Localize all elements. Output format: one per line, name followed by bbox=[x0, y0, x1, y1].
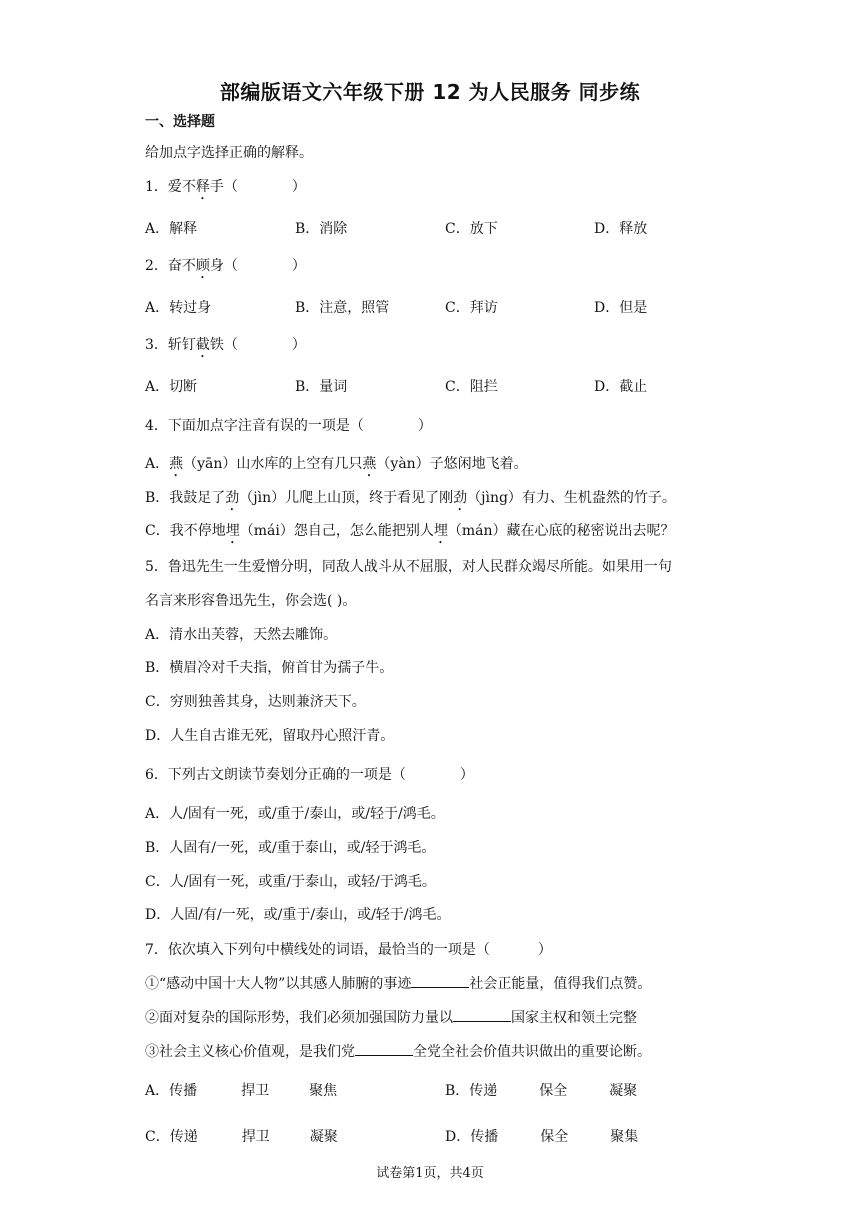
q3-option-a: A．切断 bbox=[145, 379, 198, 395]
q5-option-d: D．人生自古谁无死，留取丹心照汗青。 bbox=[145, 728, 395, 744]
fill-blank bbox=[355, 1043, 413, 1056]
page-footer: 试卷第1页，共4页 bbox=[376, 1166, 484, 1181]
q3-option-d: D．截止 bbox=[594, 379, 648, 395]
dotted-char: 释 bbox=[195, 179, 210, 195]
question-5-line-2: 名言来形容鲁迅先生，你会选( )。 bbox=[145, 593, 357, 609]
q1-option-b: B．消除 bbox=[295, 221, 348, 237]
section-heading: 一、选择题 bbox=[145, 114, 215, 130]
q4-option-c: C．我不停地埋（mái）怨自己，怎么能把别人埋（mán）藏在心底的秘密说出去呢？ bbox=[145, 523, 675, 539]
q2-option-c: C．拜访 bbox=[445, 300, 498, 316]
q7-sentence-1: ①“感动中国十大人物”以其感人肺腑的事迹 社会正能量，值得我们点赞。 bbox=[145, 976, 652, 992]
question-6: 6．下列古文朗读节奏划分正确的一项是（ ） bbox=[145, 767, 474, 783]
q1-option-d: D．释放 bbox=[594, 221, 648, 237]
q7-option-d: D．传播 保全 聚集 bbox=[445, 1129, 639, 1145]
fill-blank bbox=[453, 1009, 511, 1022]
q5-option-b: B．横眉冷对千夫指，俯首甘为孺子牛。 bbox=[145, 660, 394, 676]
question-5-line-1: 5．鲁迅先生一生爱憎分明，同敌人战斗从不屈服，对人民群众竭尽所能。如果用一句 bbox=[145, 559, 672, 575]
q4-option-b: B．我鼓足了劲（jìn）儿爬上山顶，终于看见了刚劲（jìng）有力、生机盎然的竹子。 bbox=[145, 490, 676, 506]
q6-option-a: A．人/固有一死，或/重于/泰山，或/轻于/鸿毛。 bbox=[145, 806, 445, 822]
question-7: 7．依次填入下列句中横线处的词语，最恰当的一项是（ ） bbox=[145, 942, 552, 958]
q4-option-a: A．燕（yān）山水库的上空有几只燕（yàn）子悠闲地飞着。 bbox=[145, 456, 528, 472]
dotted-char: 顾 bbox=[195, 258, 210, 274]
q2-option-b: B．注意，照管 bbox=[295, 300, 390, 316]
q6-option-b: B．人固有/一死，或/重于泰山，或/轻于鸿毛。 bbox=[145, 840, 436, 856]
question-1: 1．爱不释手（ ） bbox=[145, 179, 306, 195]
page-title: 部编版语文六年级下册 12 为人民服务 同步练 bbox=[219, 80, 641, 104]
q3-option-c: C．阻拦 bbox=[445, 379, 498, 395]
q7-sentence-2: ②面对复杂的国际形势，我们必须加强国防力量以 国家主权和领土完整 bbox=[145, 1010, 637, 1026]
q7-option-a: A．传播 捍卫 聚焦 bbox=[145, 1083, 338, 1099]
q7-sentence-3: ③社会主义核心价值观，是我们党 全党全社会价值共识做出的重要论断。 bbox=[145, 1044, 651, 1060]
q7-option-c: C．传递 捍卫 凝聚 bbox=[145, 1129, 338, 1145]
q1-option-a: A．解释 bbox=[145, 221, 198, 237]
q5-option-c: C．穷则独善其身，达则兼济天下。 bbox=[145, 694, 366, 710]
question-2: 2．奋不顾身（ ） bbox=[145, 258, 306, 274]
q6-option-c: C．人/固有一死，或重/于泰山，或轻/于鸿毛。 bbox=[145, 874, 436, 890]
q3-option-b: B．量词 bbox=[295, 379, 348, 395]
dotted-char: 截 bbox=[195, 337, 210, 353]
question-3: 3．斩钉截铁（ ） bbox=[145, 337, 306, 353]
q2-option-a: A．转过身 bbox=[145, 300, 212, 316]
instruction: 给加点字选择正确的解释。 bbox=[145, 145, 313, 161]
q1-option-c: C．放下 bbox=[445, 221, 498, 237]
q5-option-a: A．清水出芙蓉，天然去雕饰。 bbox=[145, 627, 338, 643]
question-4: 4．下面加点字注音有误的一项是（ ） bbox=[145, 418, 432, 434]
fill-blank bbox=[411, 975, 469, 988]
q7-option-b: B．传递 保全 凝聚 bbox=[445, 1083, 638, 1099]
q6-option-d: D．人固/有/一死，或/重于/泰山，或/轻于/鸿毛。 bbox=[145, 907, 451, 923]
q2-option-d: D．但是 bbox=[594, 300, 648, 316]
